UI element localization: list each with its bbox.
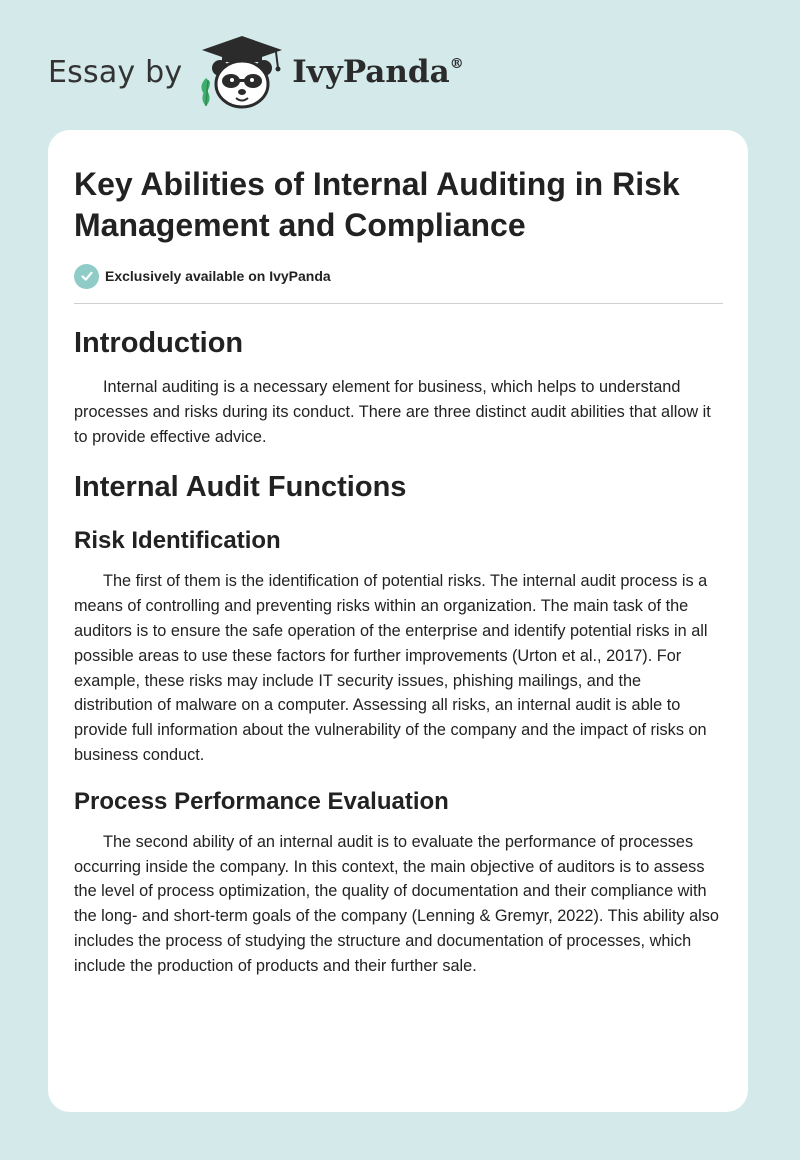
brand-prefix: Essay by <box>48 54 183 90</box>
exclusive-badge <box>74 263 331 289</box>
site-logo[interactable] <box>48 34 464 110</box>
check-circle-icon <box>74 264 99 289</box>
brand-name <box>292 54 463 90</box>
paragraph-risk-identification: The first of them is the identification of potential risks. The internal audit process is a means of controlling and preventing risks within an organization. The main task of the auditors is to ensure the safe operation of the enterprise and identify potential risks in all possible areas to use these factors for further improvements (Urton et al., 2017). For example, these risks may include IT security issues, phishing mailings, and the distribution of malware on a computer. Assessing all risks, an internal audit is able to provide full information about the vulnerability of the company and the impact of risks on business conduct. <box>74 572 708 764</box>
paragraph-introduction: Internal auditing is a necessary element for business, which helps to understand processes and risks during its conduct. There are three distinct audit abilities that allow it to provide effective advice. <box>74 378 711 446</box>
essay-card <box>48 130 748 1112</box>
essay-body <box>74 323 724 979</box>
subsection-heading-risk-identification: Risk Identification <box>74 527 281 555</box>
section-heading-internal-audit-functions: Internal Audit Functions <box>74 471 407 504</box>
brand-name-text: IvyPanda <box>292 54 450 90</box>
subsection-heading-process-performance-evaluation: Process Performance Evaluation <box>74 787 449 815</box>
essay-title: Key Abilities of Internal Auditing in Risk Management and Compliance <box>74 166 680 243</box>
paragraph-process-performance-evaluation: The second ability of an internal audit is to evaluate the performance of processes occurring inside the company. In this context, the main objective of auditors is to assess the level of process optimization, the quality of documentation and their compliance with the long- and short-term goals of the company (Lenning & Gremyr, 2022). This ability also includes the process of studying the structure and documentation of processes, which include the production of products and their further sale. <box>74 832 719 975</box>
panda-mascot-icon <box>196 34 288 110</box>
divider <box>74 303 723 304</box>
exclusive-badge-label: Exclusively available on IvyPanda <box>105 268 331 284</box>
registered-mark: ® <box>449 56 464 72</box>
section-heading-introduction: Introduction <box>74 327 244 359</box>
